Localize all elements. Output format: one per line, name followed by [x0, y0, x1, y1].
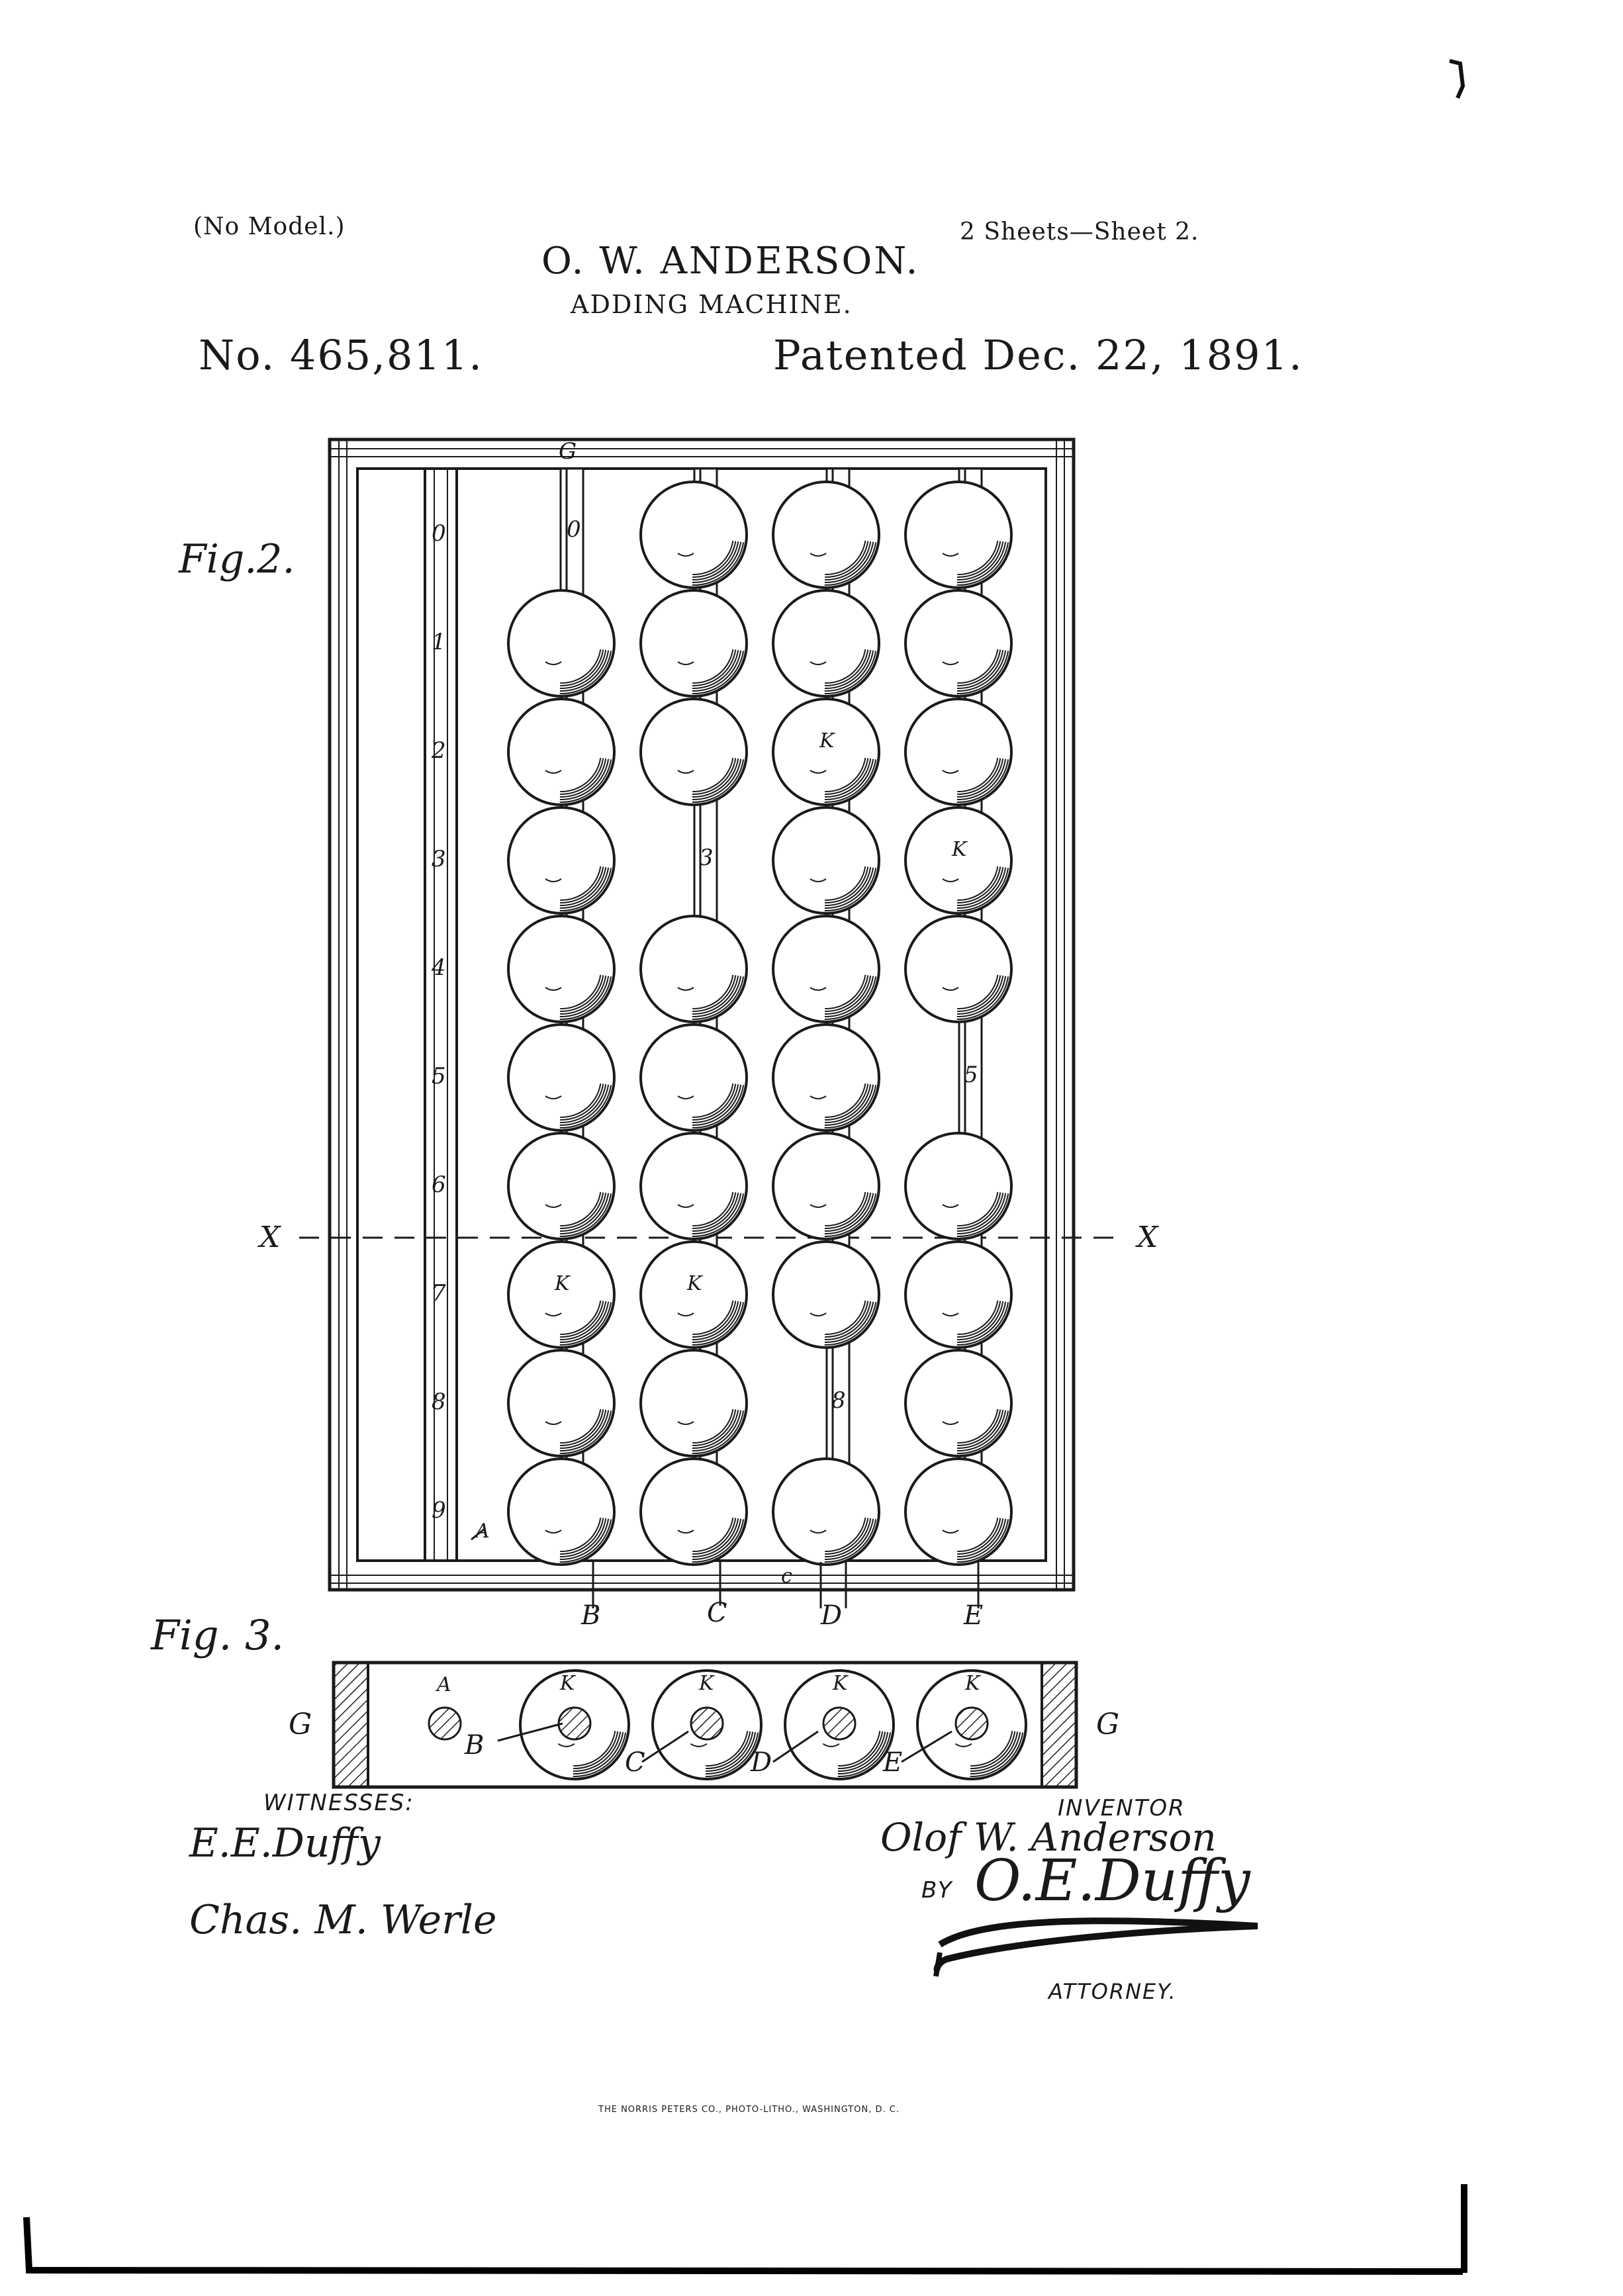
scale-digit: 4 — [432, 954, 446, 981]
fig3-beads — [520, 1671, 1026, 1779]
bead — [641, 1350, 747, 1456]
scale-digit: 2 — [432, 737, 446, 764]
fig3-label-k4: K — [965, 1672, 980, 1695]
bead — [773, 1459, 879, 1565]
corner-mark — [1450, 61, 1463, 98]
bead — [905, 699, 1011, 805]
key-bead-label: K — [555, 1272, 570, 1295]
bead — [641, 699, 747, 805]
fig2-label-c: C — [707, 1598, 727, 1628]
fig3-label-c: C — [625, 1747, 645, 1778]
fig2-label-a: A — [475, 1520, 490, 1543]
sheet-number: 2 Sheets—Sheet 2. — [960, 218, 1199, 246]
witness-signature-2: Chas. M. Werle — [189, 1897, 497, 1943]
bead — [773, 482, 879, 588]
bead — [508, 807, 614, 913]
fig2-label-e: E — [964, 1600, 984, 1631]
witnesses-label: WITNESSES: — [263, 1790, 414, 1816]
rod-section — [691, 1708, 723, 1739]
section-label-right: X — [1137, 1220, 1158, 1254]
bead — [773, 916, 879, 1022]
bead — [641, 1025, 747, 1130]
section-label-left: X — [259, 1220, 281, 1254]
bead — [641, 1459, 747, 1565]
witness-signature-1: E.E.Duffy — [189, 1820, 381, 1866]
scale-digit: 8 — [432, 1389, 446, 1415]
bead — [641, 482, 747, 588]
by-label: BY — [921, 1877, 953, 1904]
attorney-label: ATTORNEY. — [1048, 1979, 1177, 2004]
scale-digit: 1 — [432, 629, 446, 655]
fig3-label-g-left: G — [289, 1708, 312, 1741]
patent-date: Patented Dec. 22, 1891. — [773, 331, 1303, 379]
bead — [773, 590, 879, 696]
scale-digit: 0 — [432, 520, 446, 547]
key-bead-label: K — [952, 838, 967, 861]
rod-section — [823, 1708, 855, 1739]
scale-digit: 9 — [432, 1497, 446, 1524]
fig3-label-d: D — [751, 1747, 772, 1778]
fig3-label: Fig. 3. — [151, 1611, 285, 1659]
key-bead-label: K — [687, 1272, 702, 1295]
inventor-signature: Olof W. Anderson — [880, 1815, 1217, 1860]
fig3-label-k2: K — [699, 1672, 714, 1695]
fig2-top-label-g: G — [559, 438, 577, 465]
bead — [641, 916, 747, 1022]
bead — [508, 1459, 614, 1565]
rod-number-2: 3 — [699, 845, 714, 871]
bead — [508, 699, 614, 805]
scale-digit: 3 — [432, 846, 446, 872]
rod-section — [559, 1708, 590, 1739]
bead — [773, 1025, 879, 1130]
rod-number-3: 8 — [831, 1387, 846, 1414]
inventor-name: O. W. ANDERSON. — [541, 240, 920, 283]
inventor-label: INVENTOR — [1058, 1795, 1185, 1821]
bead — [773, 807, 879, 913]
fig3-label-k1: K — [560, 1672, 575, 1695]
bead — [905, 916, 1011, 1022]
patent-number: No. 465,811. — [199, 331, 483, 379]
bead — [773, 1133, 879, 1239]
fig2-label: Fig.2. — [179, 536, 295, 582]
bead — [905, 1350, 1011, 1456]
invention-title: ADDING MACHINE. — [571, 290, 853, 319]
fig2-label-c-small: c — [781, 1565, 792, 1588]
no-model-note: (No Model.) — [193, 213, 346, 240]
bead — [905, 1133, 1011, 1239]
attorney-flourish — [937, 1921, 1258, 1971]
fig3-label-a: A — [437, 1673, 451, 1696]
bead — [508, 1133, 614, 1239]
fig2-label-b: B — [581, 1600, 601, 1631]
fig3-label-e: E — [883, 1747, 903, 1778]
bead — [905, 1242, 1011, 1348]
scale-digit: 7 — [432, 1280, 446, 1307]
rod-section — [956, 1708, 988, 1739]
bead — [508, 590, 614, 696]
page-edge-bottom — [26, 2217, 1463, 2272]
rod-number-1: 0 — [567, 516, 581, 543]
bead — [508, 916, 614, 1022]
fig2-label-d: D — [821, 1600, 843, 1631]
bead — [905, 482, 1011, 588]
bead — [508, 1350, 614, 1456]
bead — [508, 1025, 614, 1130]
key-bead-label: K — [819, 729, 835, 753]
bead — [905, 1459, 1011, 1565]
bead — [641, 590, 747, 696]
fig3-label-g-right: G — [1096, 1708, 1120, 1741]
bead — [773, 1242, 879, 1348]
rod-number-4: 5 — [964, 1062, 978, 1088]
scale-digit: 6 — [432, 1171, 446, 1198]
printer-imprint: THE NORRIS PETERS CO., PHOTO-LITHO., WASHINGTON, D. C. — [598, 2105, 900, 2115]
bead — [641, 1133, 747, 1239]
bead — [905, 590, 1011, 696]
fig3-label-k3: K — [833, 1672, 848, 1695]
attorney-signature: O.E.Duffy — [974, 1848, 1250, 1914]
fig3-label-b: B — [465, 1730, 485, 1761]
scale-digit: 5 — [432, 1063, 446, 1089]
